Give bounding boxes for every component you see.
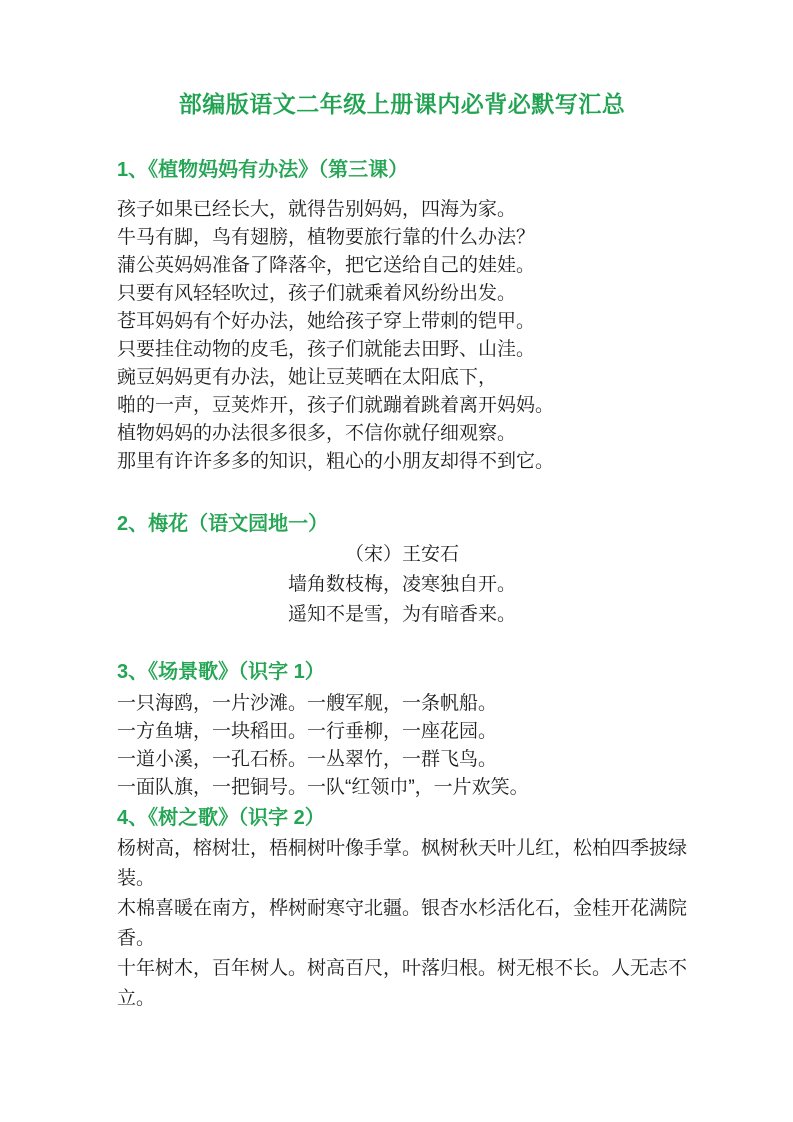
text-line: 孩子如果已经长大，就得告别妈妈，四海为家。 — [117, 199, 517, 220]
section-tree-song — [117, 804, 687, 1014]
text-line: 一面队旗，一把铜号。一队“红领巾”，一片欢笑。 — [117, 777, 529, 798]
text-line: 只要挂住动物的皮毛，孩子们就能去田野、山洼。 — [117, 339, 536, 360]
section-scene-song — [117, 658, 687, 802]
section-2-heading: 2、梅花（语文园地一） — [117, 513, 329, 535]
text-line: 蒲公英妈妈准备了降落伞，把它送给自己的娃娃。 — [117, 255, 536, 276]
text-paragraph: 杨树高，榕树壮，梧桐树叶像手掌。枫树秋天叶儿红，松柏四季披绿装。 — [117, 838, 688, 889]
section-4-heading: 4、《树之歌》（识字 2） — [117, 807, 325, 829]
text-line: 那里有许许多多的知识，粗心的小朋友却得不到它。 — [117, 451, 555, 472]
text-line: 植物妈妈的办法很多很多，不信你就仔细观察。 — [117, 423, 517, 444]
text-line: 一道小溪，一孔石桥。一丛翠竹，一群飞鸟。 — [117, 749, 498, 770]
text-paragraph: 十年树木，百年树人。树高百尺，叶落归根。树无根不长。人无志不立。 — [117, 958, 688, 1009]
page-title: 部编版语文二年级上册课内必背必默写汇总 — [178, 91, 626, 117]
text-paragraph: 木棉喜暖在南方，桦树耐寒守北疆。银杏水杉活化石，金桂开花满院香。 — [117, 898, 688, 949]
section-plum-blossom-poem — [117, 510, 687, 630]
text-line: 啪的一声，豆荚炸开，孩子们就蹦着跳着离开妈妈。 — [117, 395, 555, 416]
text-line: 豌豆妈妈更有办法，她让豆荚晒在太阳底下， — [117, 367, 498, 388]
section-3-heading: 3、《场景歌》（识字 1） — [117, 661, 325, 683]
poem-line: 墙角数枝梅，凌寒独自开。 — [287, 574, 516, 595]
text-line: 苍耳妈妈有个好办法，她给孩子穿上带刺的铠甲。 — [117, 311, 536, 332]
section-plant-mothers — [117, 156, 687, 476]
section-1-heading: 1、《植物妈妈有办法》（第三课） — [117, 159, 409, 181]
poem-author: （宋）王安石 — [344, 544, 459, 565]
text-line: 只要有风轻轻吹过，孩子们就乘着风纷纷出发。 — [117, 283, 517, 304]
poem-line: 遥知不是雪，为有暗香来。 — [287, 604, 516, 625]
text-line: 一只海鸥，一片沙滩。一艘军舰，一条帆船。 — [117, 693, 498, 714]
text-line: 牛马有脚，鸟有翅膀，植物要旅行靠的什么办法？ — [117, 227, 536, 248]
text-line: 一方鱼塘，一块稻田。一行垂柳，一座花园。 — [117, 721, 498, 742]
